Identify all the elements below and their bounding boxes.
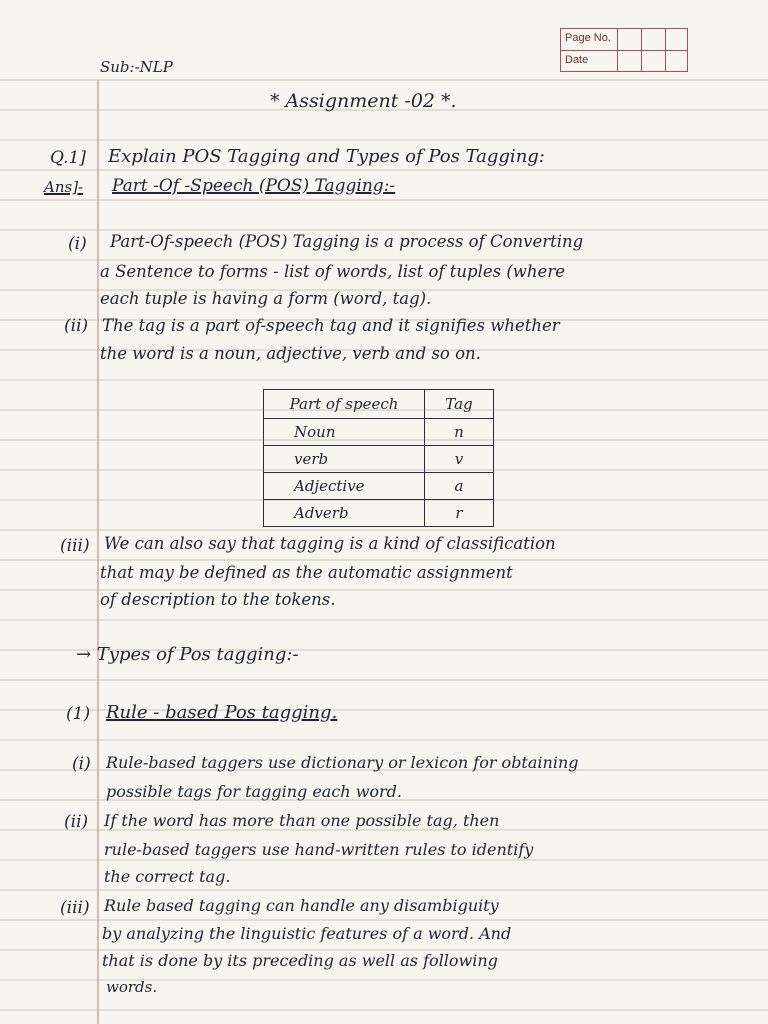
date-label: Date — [565, 54, 589, 66]
point-2-line-2: the word is a noun, adjective, verb and so on. — [100, 344, 481, 363]
type-1-title: Rule - based Pos tagging. — [106, 702, 338, 723]
point-1-line-1: Part-Of-speech (POS) Tagging is a process of Converting — [110, 232, 584, 251]
point-3-line-1: We can also say that tagging is a kind of classification — [104, 534, 556, 553]
table-cell-pos: verb — [264, 446, 425, 473]
rule-point-1-line-1: Rule-based taggers use dictionary or lexicon for obtaining — [106, 753, 579, 772]
point-1-number: (i) — [68, 234, 87, 254]
subject-label: Sub:-NLP — [100, 58, 173, 76]
point-3-line-2: that may be defined as the automatic assignment — [100, 563, 513, 582]
table-row — [264, 419, 494, 446]
rule-point-1-number: (i) — [72, 754, 91, 774]
table-cell-pos: Noun — [264, 419, 425, 446]
rule-point-2-line-2: rule-based taggers use hand-written rules to identify — [104, 840, 534, 859]
table-header-row — [264, 390, 494, 419]
table-header-pos: Part of speech — [264, 390, 425, 419]
table-row — [264, 473, 494, 500]
assignment-title: * Assignment -02 *. — [270, 90, 457, 112]
point-3-line-3: of description to the tokens. — [100, 590, 336, 609]
pos-tag-table — [263, 389, 494, 527]
point-2-line-1: The tag is a part of-speech tag and it signifies whether — [102, 316, 560, 335]
table-cell-tag: v — [425, 446, 494, 473]
point-2-number: (ii) — [64, 316, 89, 336]
rule-point-2-line-3: the correct tag. — [104, 867, 231, 886]
rule-point-3-line-3: that is done by its preceding as well as following — [102, 951, 498, 970]
answer-label: Ans]- — [44, 178, 84, 196]
table-row — [264, 500, 494, 527]
page-date-box — [560, 28, 688, 72]
rule-point-3-line-4: words. — [106, 978, 158, 996]
table-cell-pos: Adjective — [264, 473, 425, 500]
rule-point-2-line-1: If the word has more than one possible tag, then — [104, 811, 500, 830]
table-header-tag: Tag — [425, 390, 494, 419]
rule-point-3-line-1: Rule based tagging can handle any disambiguity — [104, 896, 499, 915]
rule-point-3-number: (iii) — [60, 898, 90, 918]
point-1-line-2: a Sentence to forms - list of words, list of tuples (where — [100, 262, 565, 281]
table-cell-tag: r — [425, 500, 494, 527]
table-cell-pos: Adverb — [264, 500, 425, 527]
page-no-label: Page No. — [565, 32, 611, 44]
answer-heading: Part -Of -Speech (POS) Tagging:- — [112, 176, 396, 196]
type-1-number: (1) — [66, 704, 91, 724]
point-1-line-3: each tuple is having a form (word, tag). — [100, 289, 432, 308]
rule-point-2-number: (ii) — [64, 812, 89, 832]
table-cell-tag: a — [425, 473, 494, 500]
rule-point-1-line-2: possible tags for tagging each word. — [106, 782, 402, 801]
rule-point-3-line-2: by analyzing the linguistic features of a word. And — [102, 924, 512, 943]
table-row — [264, 446, 494, 473]
question-number: Q.1] — [50, 148, 86, 168]
point-3-number: (iii) — [60, 536, 90, 556]
date-row — [561, 51, 687, 72]
page-no-row — [561, 29, 687, 51]
table-cell-tag: n — [425, 419, 494, 446]
types-heading: → Types of Pos tagging:- — [76, 644, 299, 665]
question-text: Explain POS Tagging and Types of Pos Tagging: — [108, 146, 545, 167]
